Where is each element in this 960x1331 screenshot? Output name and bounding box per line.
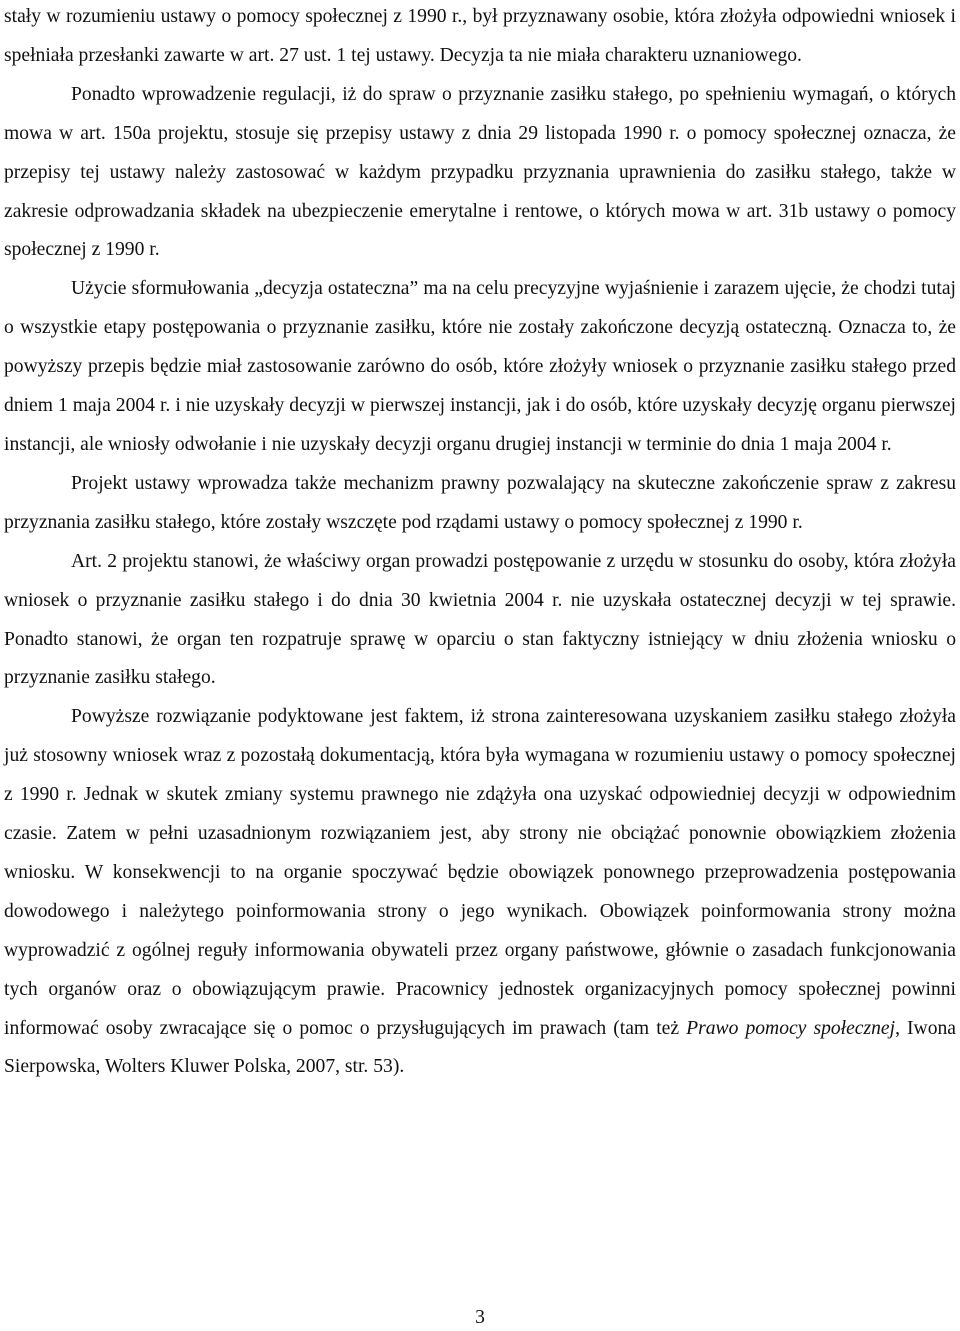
paragraph-art-2: Art. 2 projektu stanowi, że właściwy organ prowadzi postępowanie z urzędu w stosunku do osoby, która złożyła wniosek o przyznanie zasiłku stałego i do dnia 30 kwietnia 2004 r. nie uzyskała ostatecznej decyzji w tej sprawie. Ponadto stanowi, że organ ten rozpatruje sprawę w oparciu o stan faktyczny istniejący w dniu złożenia wniosku o przyznanie zasiłku stałego. — [4, 550, 956, 689]
paragraph-justification — [4, 698, 956, 1087]
paragraph-continuation: stały w rozumieniu ustawy o pomocy społecznej z 1990 r., był przyznawany osobie, która złożyła odpowiedni wniosek i spełniała przesłanki zawarte w art. 27 ust. 1 tej ustawy. Decyzja ta nie miała charakteru uznaniowego. — [4, 6, 956, 66]
citation-details: , Iwona Sierpowska, Wolters Kluwer Polska, 2007, str. 53). — [4, 1017, 956, 1078]
paragraph-final-decision: Użycie sformułowania „decyzja ostateczna” ma na celu precyzyjne wyjaśnienie i zarazem ujęcie, że chodzi tutaj o wszystkie etapy postępowania o przyznanie zasiłku, które nie zostały zakończone decyzją ostateczną. Oznacza to, że powyższy przepis będzie miał zastosowanie zarówno do osób, które złożyły wniosek o przyznanie zasiłku stałego przed dniem 1 maja 2004 r. i nie uzyskały decyzji w pierwszej instancji, jak i do osób, które uzyskały decyzję organu pierwszej instancji, ale wniosły odwołanie i nie uzyskały decyzji organu drugiej instancji w terminie do dnia 1 maja 2004 r. — [4, 278, 956, 455]
justification-text: Powyższe rozwiązanie podyktowane jest faktem, iż strona zainteresowana uzyskaniem zasiłku stałego złożyła już stosowny wniosek wraz z pozostałą dokumentacją, która była wymagana w rozumieniu ustawy o pomocy społecznej z 1990 r. Jednak w skutek zmiany systemu prawnego nie zdążyła ona uzyskać odpowiedniej decyzji w odpowiednim czasie. Zatem w pełni uzasadnionym rozwiązaniem jest, aby strony nie obciążać ponownie obowiązkiem złożenia wniosku. W konsekwencji to na organie spoczywać będzie obowiązek ponownego przeprowadzenia postępowania dowodowego i należytego poinformowania strony o jego wynikach. Obowiązek poinformowania strony można wyprowadzić z ogólnej reguły informowania obywateli przez organy państwowe, głównie o zasadach funkcjonowania tych organów oraz o obowiązującym prawie. Pracownicy jednostek organizacyjnych pomocy społecznej powinni informować osoby zwracające się o pomoc o przysługujących im prawach (tam też — [4, 706, 956, 1039]
paragraph-mechanism: Projekt ustawy wprowadza także mechanizm prawny pozwalający na skuteczne zakończenie spraw z zakresu przyznania zasiłku stałego, które zostały wszczęte pod rządami ustawy o pomocy społecznej z 1990 r. — [4, 472, 956, 533]
cited-book-title: Prawo pomocy społecznej — [686, 1017, 896, 1039]
page-number: 3 — [475, 1307, 485, 1328]
paragraph-regulation: Ponadto wprowadzenie regulacji, iż do spraw o przyznanie zasiłku stałego, po spełnieniu wymagań, o których mowa w art. 150a projektu, stosuje się przepisy ustawy z dnia 29 listopada 1990 r. o pomocy społecznej oznacza, że przepisy tej ustawy należy zastosować w każdym przypadku przyznania uprawnienia do zasiłku stałego, także w zakresie odprowadzania składek na ubezpieczenie emerytalne i rentowe, o których mowa w art. 31b ustawy o pomocy społecznej z 1990 r. — [4, 83, 956, 261]
document-page — [4, 0, 956, 1087]
